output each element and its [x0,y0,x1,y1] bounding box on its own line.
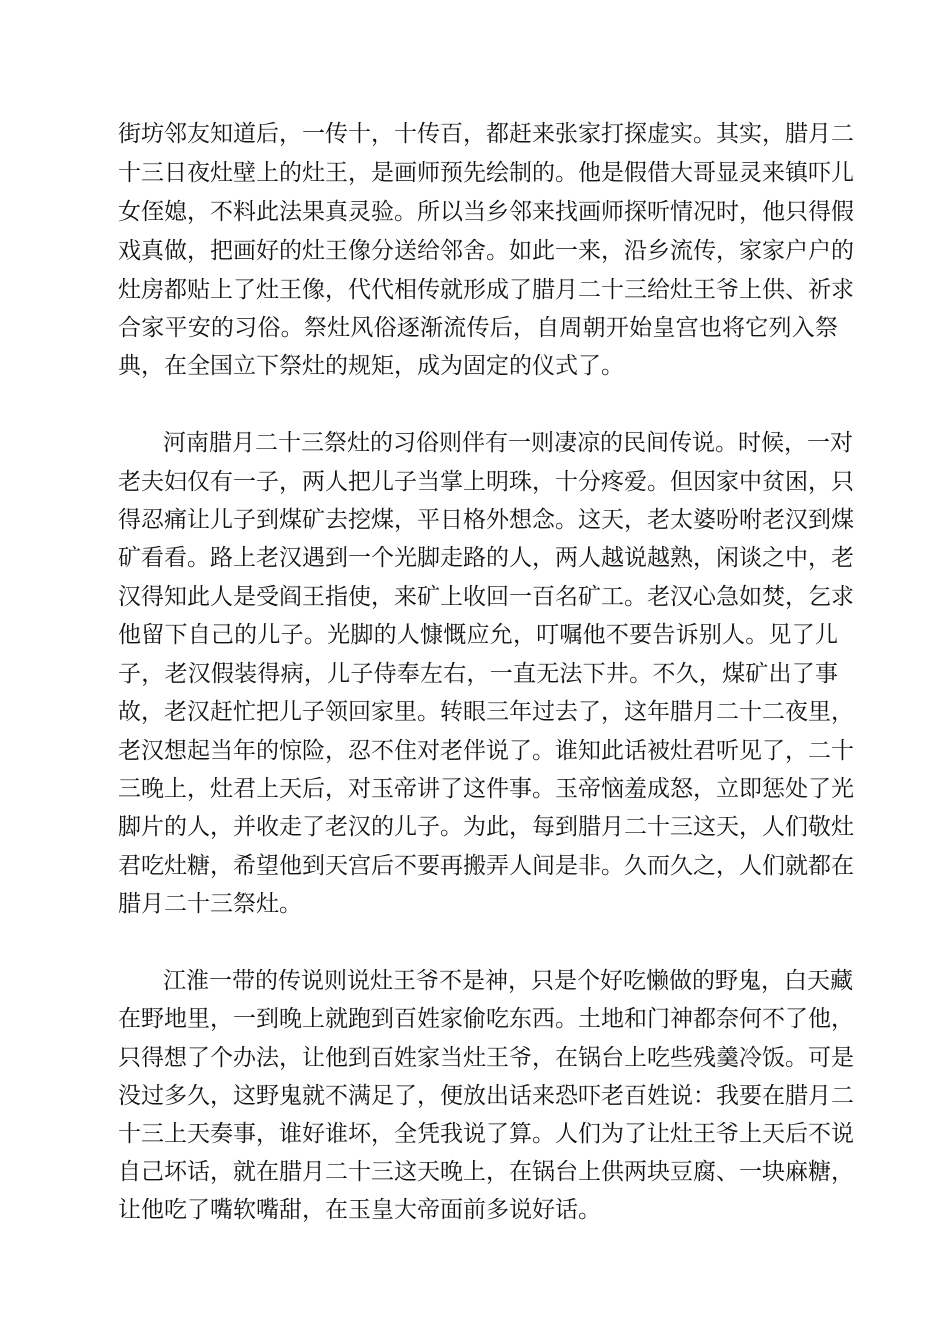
text-line: 君吃灶糖，希望他到天宫后不要再搬弄人间是非。久而久之，人们就都在 [118,853,854,879]
text-line: 江淮一带的传说则说灶王爷不是神，只是个好吃懒做的野鬼，白天藏 [163,968,853,994]
text-line: 在野地里，一到晚上就跑到百姓家偷吃东西。土地和门神都奈何不了他， [118,1006,854,1032]
text-line: 他留下自己的儿子。光脚的人慷慨应允，叮嘱他不要告诉别人。见了儿 [118,622,838,648]
text-line: 没过多久，这野鬼就不满足了，便放出话来恐吓老百姓说：我要在腊月二 [118,1083,854,1109]
text-line: 脚片的人，并收走了老汉的儿子。为此，每到腊月二十三这天，人们敬灶 [118,814,854,840]
text-line: 河南腊月二十三祭灶的习俗则伴有一则凄凉的民间传说。时候，一对 [163,430,853,456]
text-line: 灶房都贴上了灶王像，代代相传就形成了腊月二十三给灶王爷上供、祈求 [118,277,854,303]
text-line: 老汉想起当年的惊险，忍不住对老伴说了。谁知此话被灶君听见了，二十 [118,738,854,764]
text-line: 让他吃了嘴软嘴甜，在玉皇大帝面前多说好话。 [118,1197,601,1223]
text-line: 矿看看。路上老汉遇到一个光脚走路的人，两人越说越熟，闲谈之中，老 [118,545,854,571]
text-line: 街坊邻友知道后，一传十，十传百，都赶来张家打探虚实。其实，腊月二 [118,121,854,147]
text-line: 合家平安的习俗。祭灶风俗逐渐流传后，自周朝开始皇宫也将它列入祭 [118,315,838,341]
text-line: 老夫妇仅有一子，两人把儿子当掌上明珠，十分疼爱。但因家中贫困，只 [118,469,854,495]
text-line: 典，在全国立下祭灶的规矩，成为固定的仪式了。 [118,353,624,379]
text-line: 只得想了个办法，让他到百姓家当灶王爷，在锅台上吃些残羹冷饭。可是 [118,1045,854,1071]
text-line: 得忍痛让儿子到煤矿去挖煤，平日格外想念。这天，老太婆吩咐老汉到煤 [118,507,854,533]
text-line: 故，老汉赶忙把儿子领回家里。转眼三年过去了，这年腊月二十二夜里， [118,699,854,725]
text-line: 子，老汉假装得病，儿子侍奉左右，一直无法下井。不久，煤矿出了事 [118,661,838,687]
text-line: 女侄媳，不料此法果真灵验。所以当乡邻来找画师探听情况时，他只得假 [118,199,854,225]
text-line: 自己坏话，就在腊月二十三这天晚上，在锅台上供两块豆腐、一块麻糖， [118,1159,854,1185]
text-line: 汉得知此人是受阎王指使，来矿上收回一百名矿工。老汉心急如焚，乞求 [118,584,854,610]
text-line: 十三上天奏事，谁好谁坏，全凭我说了算。人们为了让灶王爷上天后不说 [118,1121,854,1147]
text-line: 戏真做，把画好的灶王像分送给邻舍。如此一来，沿乡流传，家家户户的 [118,238,854,264]
text-line: 三晚上，灶君上天后，对玉帝讲了这件事。玉帝恼羞成怒，立即惩处了光 [118,776,854,802]
text-line: 十三日夜灶壁上的灶王，是画师预先绘制的。他是假借大哥显灵来镇吓儿 [118,160,854,186]
text-line: 腊月二十三祭灶。 [118,891,302,917]
